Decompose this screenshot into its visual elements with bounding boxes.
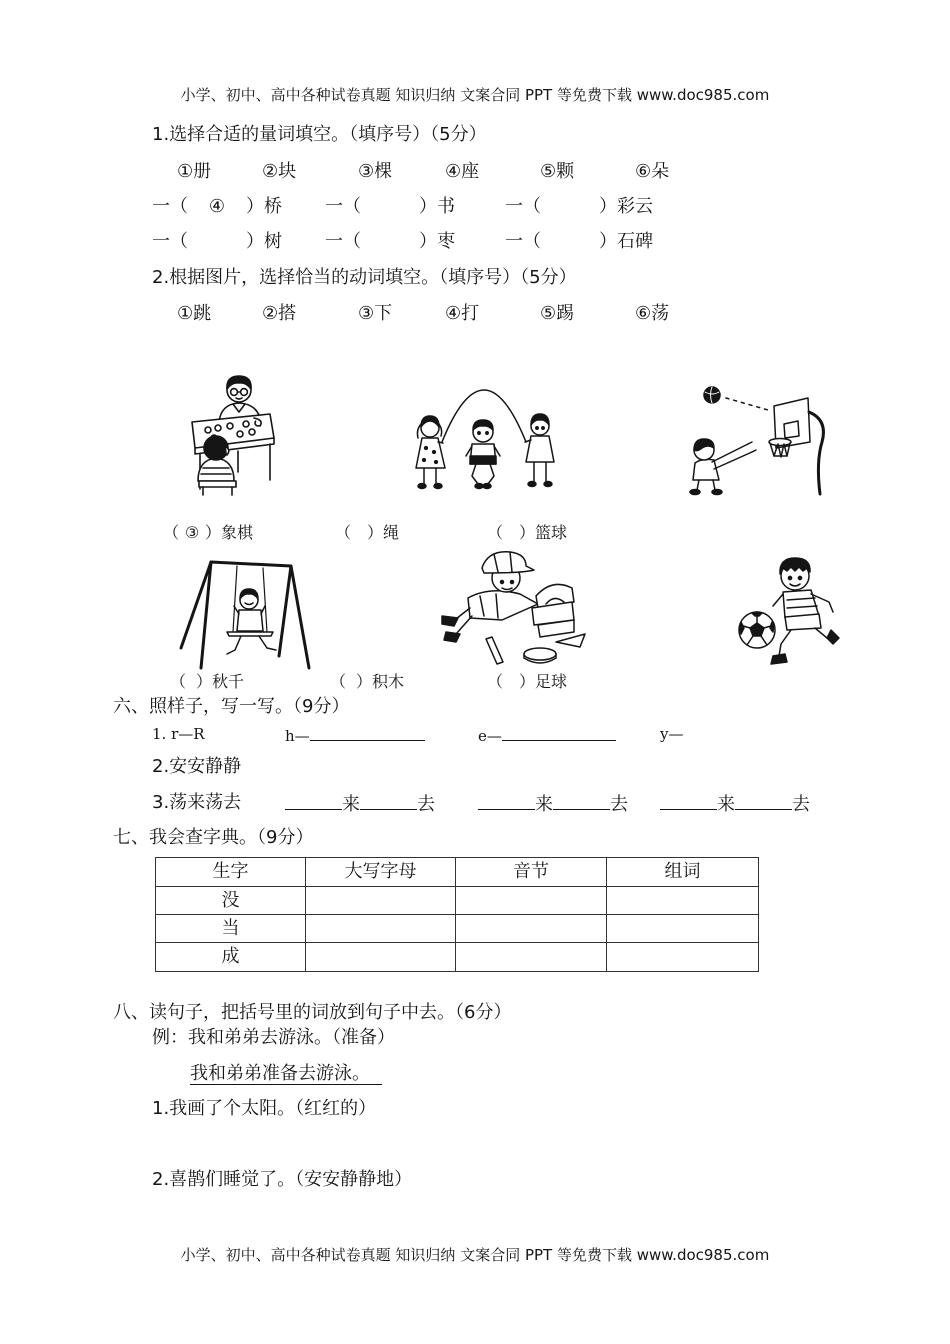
blank-prefix: 一（ — [152, 196, 188, 217]
swinging-child — [227, 589, 276, 654]
q2-option-5: ⑤踢 — [540, 303, 575, 324]
pattern-group — [478, 792, 628, 816]
q2-label-swing — [170, 672, 244, 692]
blank-prefix: 一（ — [152, 231, 188, 252]
table-cell — [306, 943, 456, 972]
q2-option-3: ③下 — [358, 303, 393, 324]
answer-line — [553, 792, 610, 810]
running-boy — [771, 558, 839, 664]
q2-option-2: ②搭 — [262, 303, 297, 324]
pattern-char: 去 — [417, 794, 435, 815]
jump-rope-illustration — [408, 380, 568, 498]
table-cell — [607, 887, 759, 915]
q2-option-6: ⑥荡 — [635, 303, 670, 324]
q1-blank — [325, 196, 455, 218]
sentence-item-1: 1.我画了个太阳。（红红的） — [152, 1098, 377, 1119]
label-close: ） — [519, 523, 536, 542]
table-cell — [607, 915, 759, 943]
q1-option-1: ①册 — [177, 161, 212, 182]
sentence-example: 例：我和弟弟去游泳。（准备） — [152, 1027, 395, 1048]
table-cell-character: 没 — [156, 887, 306, 915]
letter-item-e — [478, 723, 616, 747]
example-answer-text: 我和弟弟准备去游泳。 — [190, 1064, 382, 1085]
shooting-kid — [690, 439, 756, 495]
table-cell-character: 当 — [156, 915, 306, 943]
label-close: ） — [196, 672, 213, 691]
q2-label-blocks — [330, 672, 404, 692]
table-cell — [306, 887, 456, 915]
blocks-illustration — [440, 546, 588, 668]
header-character: 生字 — [156, 858, 306, 887]
label-open: （ — [335, 523, 352, 542]
swing-illustration — [175, 556, 315, 670]
q1-option-4: ④座 — [445, 161, 480, 182]
section7-title: 七、我会查字典。（9分） — [113, 827, 314, 848]
table-row — [156, 943, 759, 972]
q1-options — [0, 161, 950, 183]
q2-option-1: ①跳 — [177, 303, 212, 324]
pattern-char: 去 — [610, 794, 628, 815]
label-word: 秋千 — [212, 672, 245, 691]
q2-label-soccer — [487, 672, 567, 692]
soccer-illustration — [735, 546, 840, 668]
label-close: ） — [205, 523, 222, 542]
label-open: （ — [487, 672, 504, 691]
q2-title: 2.根据图片，选择恰当的动词填空。（填序号）（5分） — [152, 267, 577, 288]
q1-option-3: ③棵 — [358, 161, 393, 182]
blank-suffix: ）书 — [419, 196, 455, 217]
word-pattern-example-2: 3.荡来荡去 — [152, 792, 242, 813]
chess-illustration — [186, 368, 278, 496]
blank-answer: ④ — [208, 196, 226, 217]
table-cell — [306, 915, 456, 943]
blank-suffix: ）桥 — [246, 196, 282, 217]
table-header-row — [156, 858, 759, 887]
section6-title: 六、照样子，写一写。（9分） — [113, 696, 350, 717]
page-footer: 小学、初中、高中各种试卷真题 知识归纳 文案合同 PPT 等免费下载 www.doc985.com — [180, 1246, 770, 1264]
q2-option-4: ④打 — [445, 303, 480, 324]
pattern-group — [660, 792, 810, 816]
answer-line — [478, 792, 535, 810]
page-header: 小学、初中、高中各种试卷真题 知识归纳 文案合同 PPT 等免费下载 www.doc985.com — [180, 86, 770, 104]
answer-line — [310, 723, 425, 741]
q2-label-rope — [335, 523, 399, 543]
soccer-ball — [739, 612, 775, 648]
section8-title: 八、读句子，把括号里的词放到句子中去。（6分） — [113, 1002, 512, 1023]
pattern-char: 去 — [792, 794, 810, 815]
blank-suffix: ）彩云 — [599, 196, 653, 217]
blank-suffix: ）枣 — [419, 231, 455, 252]
pattern-group — [285, 792, 435, 816]
table-cell — [456, 887, 607, 915]
header-capital-letter: 大写字母 — [306, 858, 456, 887]
label-word: 象棋 — [221, 523, 254, 542]
q1-blank — [152, 231, 282, 253]
letter-example: 1. r—R — [152, 725, 205, 743]
table-row — [156, 887, 759, 915]
table-cell — [607, 943, 759, 972]
dictionary-table — [155, 857, 759, 972]
q2-label-chess — [163, 523, 253, 543]
sentence-item-2: 2.喜鹊们睡觉了。（安安静静地） — [152, 1169, 413, 1190]
blank-suffix: ）石碑 — [599, 231, 653, 252]
label-word: 绳 — [383, 523, 400, 542]
q2-label-basketball — [487, 523, 567, 543]
answer-line — [660, 792, 717, 810]
q1-title: 1.选择合适的量词填空。（填序号）（5分） — [152, 124, 487, 145]
header-word: 组词 — [607, 858, 759, 887]
q1-blank — [325, 231, 455, 253]
q1-option-2: ②块 — [262, 161, 297, 182]
answer-line — [360, 792, 417, 810]
q2-options — [0, 303, 950, 325]
label-word: 足球 — [535, 672, 568, 691]
blank-suffix: ）树 — [246, 231, 282, 252]
letter-prompt: h— — [285, 727, 310, 745]
pattern-char: 来 — [717, 794, 735, 815]
pattern-char: 来 — [342, 794, 360, 815]
label-answer: ③ — [184, 523, 200, 542]
blank-prefix: 一（ — [325, 231, 361, 252]
answer-line — [285, 792, 342, 810]
table-row — [156, 915, 759, 943]
label-word: 篮球 — [535, 523, 568, 542]
letter-item-h — [285, 723, 425, 747]
building-kid — [442, 552, 538, 642]
basketball — [704, 387, 720, 403]
q1-blank — [152, 196, 282, 218]
q1-blank — [505, 196, 653, 218]
answer-line — [502, 723, 616, 741]
basketball-illustration — [682, 372, 830, 497]
table-cell — [456, 943, 607, 972]
sentence-example-answer — [190, 1063, 382, 1085]
label-word: 积木 — [372, 672, 405, 691]
label-open: （ — [163, 523, 180, 542]
label-open: （ — [487, 523, 504, 542]
table-cell-character: 成 — [156, 943, 306, 972]
header-syllable: 音节 — [456, 858, 607, 887]
right-girl — [525, 414, 554, 487]
blank-prefix: 一（ — [505, 231, 541, 252]
blank-prefix: 一（ — [505, 196, 541, 217]
letter-prompt: e— — [478, 727, 502, 745]
q1-option-5: ⑤颗 — [540, 161, 575, 182]
blank-prefix: 一（ — [325, 196, 361, 217]
label-open: （ — [330, 672, 347, 691]
child-player — [198, 436, 236, 495]
label-close: ） — [356, 672, 373, 691]
q1-blank — [505, 231, 653, 253]
left-girl — [416, 416, 445, 489]
q1-option-6: ⑥朵 — [635, 161, 670, 182]
table-cell — [456, 915, 607, 943]
letter-item-y: y— — [660, 725, 684, 743]
pattern-char: 来 — [535, 794, 553, 815]
label-close: ） — [519, 672, 536, 691]
label-close: ） — [367, 523, 384, 542]
answer-line — [735, 792, 792, 810]
middle-boy — [466, 420, 500, 489]
word-pattern-example: 2.安安静静 — [152, 756, 242, 777]
basketball-hoop — [769, 398, 823, 494]
label-open: （ — [170, 672, 187, 691]
